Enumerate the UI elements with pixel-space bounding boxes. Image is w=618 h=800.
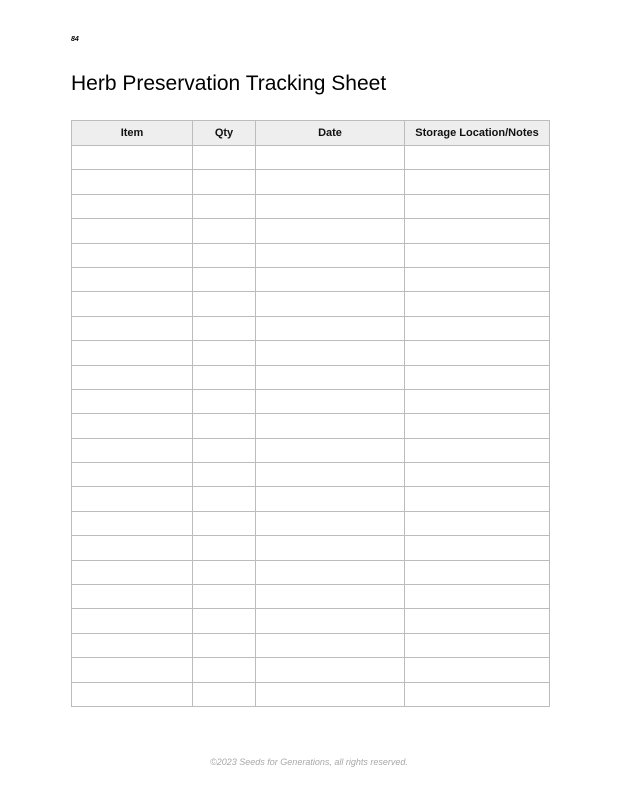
cell-item	[72, 536, 193, 560]
table-row	[72, 658, 550, 682]
cell-storage-notes	[405, 487, 550, 511]
cell-item	[72, 585, 193, 609]
cell-qty	[193, 170, 256, 194]
table-row	[72, 316, 550, 340]
table-row	[72, 536, 550, 560]
column-header-qty: Qty	[193, 121, 256, 146]
table-row	[72, 219, 550, 243]
cell-qty	[193, 389, 256, 413]
table-row	[72, 365, 550, 389]
table-header-row	[72, 121, 550, 146]
table-row	[72, 463, 550, 487]
cell-item	[72, 438, 193, 462]
cell-storage-notes	[405, 438, 550, 462]
cell-storage-notes	[405, 365, 550, 389]
cell-item	[72, 341, 193, 365]
table-row	[72, 487, 550, 511]
table-row	[72, 194, 550, 218]
cell-item	[72, 414, 193, 438]
cell-storage-notes	[405, 414, 550, 438]
cell-qty	[193, 487, 256, 511]
cell-date	[256, 219, 405, 243]
cell-item	[72, 292, 193, 316]
cell-qty	[193, 267, 256, 291]
cell-date	[256, 511, 405, 535]
cell-qty	[193, 511, 256, 535]
table-row	[72, 560, 550, 584]
cell-date	[256, 633, 405, 657]
cell-storage-notes	[405, 243, 550, 267]
cell-qty	[193, 682, 256, 706]
cell-storage-notes	[405, 292, 550, 316]
cell-item	[72, 609, 193, 633]
table-row	[72, 243, 550, 267]
cell-item	[72, 146, 193, 170]
cell-storage-notes	[405, 536, 550, 560]
cell-qty	[193, 146, 256, 170]
cell-item	[72, 389, 193, 413]
cell-item	[72, 487, 193, 511]
cell-qty	[193, 438, 256, 462]
cell-qty	[193, 316, 256, 340]
cell-qty	[193, 194, 256, 218]
table-row	[72, 633, 550, 657]
cell-storage-notes	[405, 389, 550, 413]
cell-date	[256, 536, 405, 560]
cell-item	[72, 219, 193, 243]
cell-qty	[193, 463, 256, 487]
page-number: 84	[71, 36, 79, 43]
table-row	[72, 438, 550, 462]
cell-qty	[193, 219, 256, 243]
cell-qty	[193, 633, 256, 657]
table-row	[72, 341, 550, 365]
cell-date	[256, 365, 405, 389]
cell-date	[256, 341, 405, 365]
cell-storage-notes	[405, 146, 550, 170]
cell-date	[256, 487, 405, 511]
cell-item	[72, 267, 193, 291]
cell-date	[256, 194, 405, 218]
cell-date	[256, 438, 405, 462]
cell-qty	[193, 560, 256, 584]
cell-storage-notes	[405, 170, 550, 194]
table-row	[72, 146, 550, 170]
cell-qty	[193, 414, 256, 438]
cell-storage-notes	[405, 609, 550, 633]
cell-storage-notes	[405, 585, 550, 609]
cell-item	[72, 511, 193, 535]
cell-storage-notes	[405, 463, 550, 487]
page-title: Herb Preservation Tracking Sheet	[71, 72, 387, 95]
cell-storage-notes	[405, 511, 550, 535]
cell-item	[72, 170, 193, 194]
cell-item	[72, 243, 193, 267]
cell-item	[72, 463, 193, 487]
cell-date	[256, 389, 405, 413]
cell-storage-notes	[405, 194, 550, 218]
table-row	[72, 170, 550, 194]
cell-item	[72, 682, 193, 706]
cell-item	[72, 365, 193, 389]
table-row	[72, 682, 550, 706]
cell-date	[256, 316, 405, 340]
cell-item	[72, 633, 193, 657]
cell-date	[256, 658, 405, 682]
table-row	[72, 292, 550, 316]
cell-date	[256, 560, 405, 584]
table-row	[72, 585, 550, 609]
cell-date	[256, 609, 405, 633]
table-row	[72, 609, 550, 633]
cell-storage-notes	[405, 219, 550, 243]
cell-storage-notes	[405, 682, 550, 706]
cell-qty	[193, 585, 256, 609]
cell-qty	[193, 365, 256, 389]
table-row	[72, 389, 550, 413]
cell-qty	[193, 536, 256, 560]
table-row	[72, 267, 550, 291]
cell-date	[256, 682, 405, 706]
cell-qty	[193, 609, 256, 633]
cell-storage-notes	[405, 341, 550, 365]
cell-qty	[193, 292, 256, 316]
cell-date	[256, 414, 405, 438]
cell-qty	[193, 243, 256, 267]
tracking-table	[71, 120, 550, 707]
cell-date	[256, 267, 405, 291]
table-row	[72, 414, 550, 438]
table-body	[72, 146, 550, 707]
cell-date	[256, 292, 405, 316]
cell-date	[256, 170, 405, 194]
cell-date	[256, 585, 405, 609]
cell-item	[72, 658, 193, 682]
cell-storage-notes	[405, 633, 550, 657]
column-header-item: Item	[72, 121, 193, 146]
cell-qty	[193, 341, 256, 365]
cell-storage-notes	[405, 267, 550, 291]
cell-storage-notes	[405, 658, 550, 682]
cell-item	[72, 560, 193, 584]
cell-date	[256, 146, 405, 170]
cell-storage-notes	[405, 560, 550, 584]
table-row	[72, 511, 550, 535]
cell-date	[256, 463, 405, 487]
cell-date	[256, 243, 405, 267]
column-header-date: Date	[256, 121, 405, 146]
cell-qty	[193, 658, 256, 682]
cell-storage-notes	[405, 316, 550, 340]
column-header-storage-notes: Storage Location/Notes	[405, 121, 550, 146]
cell-item	[72, 316, 193, 340]
footer-copyright: ©2023 Seeds for Generations, all rights reserved.	[210, 757, 408, 767]
cell-item	[72, 194, 193, 218]
